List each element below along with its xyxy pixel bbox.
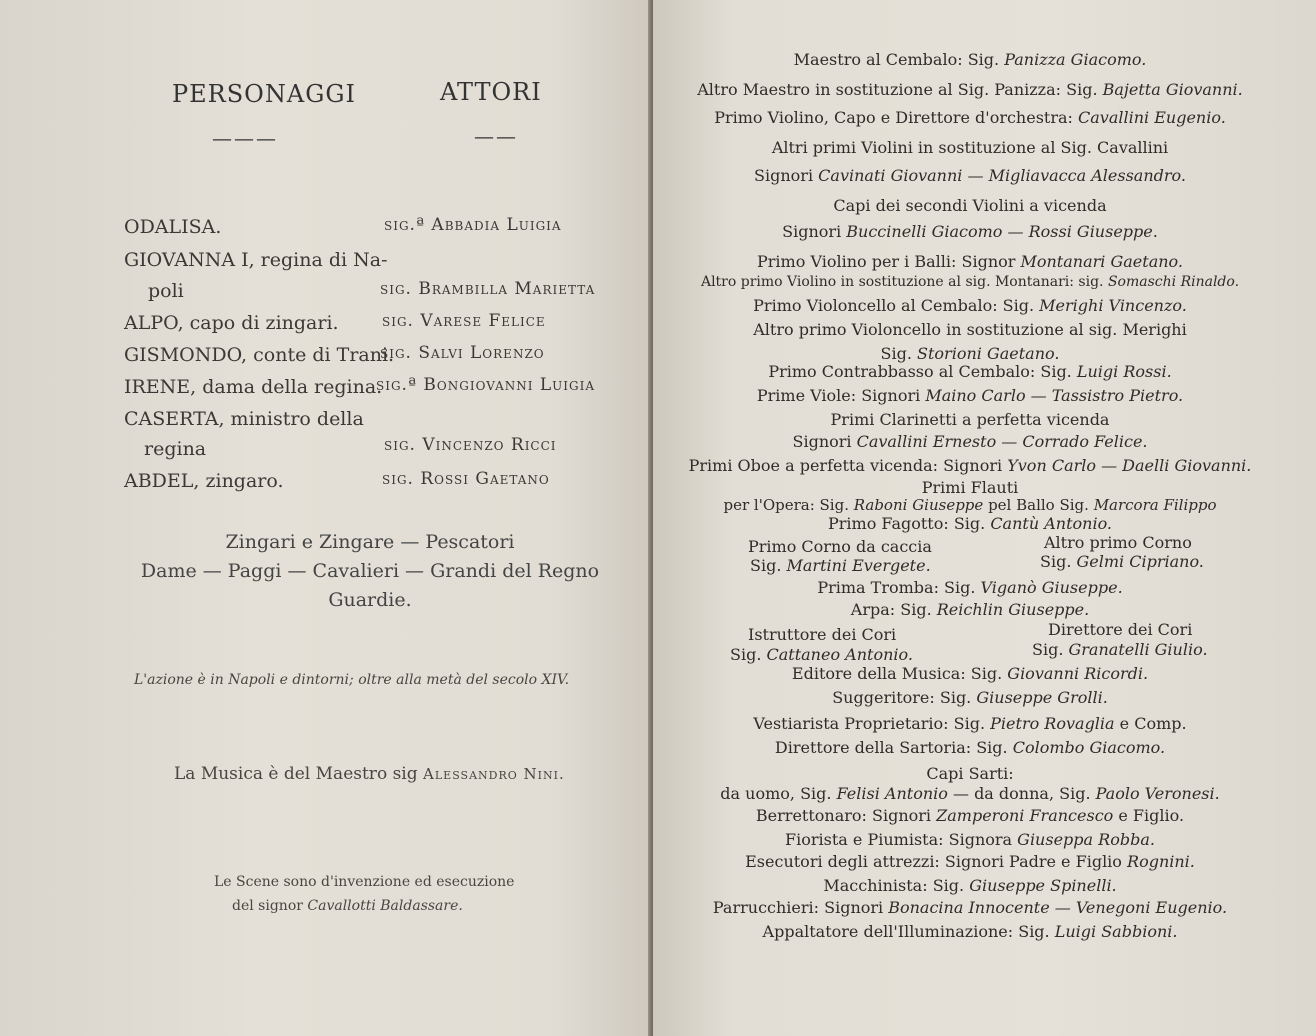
chorus-right-title: Direttore dei Cori <box>1048 620 1193 639</box>
horn-left-title: Primo Corno da caccia <box>748 537 932 556</box>
credit-line: Parrucchieri: Signori Bonacina Innocente — Venegoni Eugenio. <box>712 898 1228 917</box>
chorus-right-name: Sig. Granatelli Giulio. <box>1032 640 1208 659</box>
cast-actor: sig. Vincenzo Ricci <box>384 435 557 455</box>
horn-right-title: Altro primo Corno <box>1044 533 1192 552</box>
setting-note: L'azione è in Napoli e dintorni; oltre alla metà del secolo XIV. <box>134 672 570 688</box>
cast-role: IRENE, dama della regina. <box>124 376 383 398</box>
credit-line: Suggeritore: Sig. Giuseppe Grolli. <box>832 688 1108 707</box>
cast-actor: sig. Varese Felice <box>382 311 546 331</box>
cast-role: GISMONDO, conte di Trani. <box>124 344 395 366</box>
scenes-credit-line1: Le Scene sono d'invenzione ed esecuzione <box>214 874 515 890</box>
credit-line: Primo Violino, Capo e Direttore d'orchestra: Cavallini Eugenio. <box>714 108 1226 127</box>
header-dash-left: ——— <box>212 126 278 150</box>
credit-line: Fiorista e Piumista: Signora Giuseppa Robba. <box>785 830 1155 849</box>
credit-line: Direttore della Sartoria: Sig. Colombo Giacomo. <box>774 738 1166 757</box>
credit-line: Altro Maestro in sostituzione al Sig. Panizza: Sig. Bajetta Giovanni. <box>697 80 1243 99</box>
credit-line: Altro primo Violoncello in sostituzione al sig. Merighi <box>753 320 1187 339</box>
credit-line: per l'Opera: Sig. Raboni Giuseppe pel Ballo Sig. Marcora Filippo <box>723 496 1217 514</box>
credit-line: Signori Cavinati Giovanni — Migliavacca Alessandro. <box>754 166 1186 185</box>
cast-role: CASERTA, ministro della <box>124 408 364 430</box>
credit-line: Signori Buccinelli Giacomo — Rossi Giuseppe. <box>782 222 1158 241</box>
cast-role: ALPO, capo di zingari. <box>124 312 339 334</box>
cast-actor: sig.ª Bongiovanni Luigia <box>376 375 596 395</box>
horn-left-name: Sig. Martini Evergete. <box>750 556 931 575</box>
credit-line: Sig. Storioni Gaetano. <box>880 344 1060 363</box>
chorus-line: Zingari e Zingare — Pescatori <box>225 531 515 553</box>
credit-line: Macchinista: Sig. Giuseppe Spinelli. <box>823 876 1117 895</box>
chorus-line: Dame — Paggi — Cavalieri — Grandi del Regno <box>140 560 600 582</box>
credit-line: Primo Fagotto: Sig. Cantù Antonio. <box>828 514 1112 533</box>
credit-line: Vestiarista Proprietario: Sig. Pietro Rovaglia e Comp. <box>753 714 1187 733</box>
credit-line: Berrettonaro: Signori Zamperoni Francesco e Figlio. <box>755 806 1185 825</box>
cast-role: ABDEL, zingaro. <box>124 470 284 492</box>
credit-line: Prime Viole: Signori Maino Carlo — Tassistro Pietro. <box>756 386 1184 405</box>
cast-role-cont: regina <box>144 438 207 460</box>
credit-line: Capi dei secondi Violini a vicenda <box>833 196 1107 215</box>
scenes-credit-line2: del signor Cavallotti Baldassare. <box>232 898 463 914</box>
credit-line: Appaltatore dell'Illuminazione: Sig. Luigi Sabbioni. <box>762 922 1178 941</box>
credit-line: Capi Sarti: <box>926 764 1014 783</box>
cast-actor: sig. Salvi Lorenzo <box>380 343 545 363</box>
credit-line: Esecutori degli attrezzi: Signori Padre e Figlio Rognini. <box>745 852 1195 871</box>
header-personaggi: PERSONAGGI <box>172 80 357 108</box>
credit-line: Primo Contrabbasso al Cembalo: Sig. Luigi Rossi. <box>768 362 1172 381</box>
credit-line: Maestro al Cembalo: Sig. Panizza Giacomo. <box>793 50 1147 69</box>
header-attori: ATTORI <box>440 78 542 106</box>
cast-role-cont: poli <box>148 280 184 302</box>
credit-line: Arpa: Sig. Reichlin Giuseppe. <box>850 600 1090 619</box>
credit-line: Prima Tromba: Sig. Viganò Giuseppe. <box>817 578 1123 597</box>
credit-line: Altri primi Violini in sostituzione al Sig. Cavallini <box>771 138 1169 157</box>
credit-line: Primi Oboe a perfetta vicenda: Signori Yvon Carlo — Daelli Giovanni. <box>688 456 1252 475</box>
music-credit: La Musica è del Maestro sig Alessandro Nini. <box>174 764 565 784</box>
cast-actor: sig. Rossi Gaetano <box>382 469 550 489</box>
credit-line: Signori Cavallini Ernesto — Corrado Felice. <box>792 432 1148 451</box>
credit-line: Primi Flauti <box>921 478 1019 497</box>
chorus-line: Guardie. <box>328 589 412 611</box>
chorus-left-title: Istruttore dei Cori <box>748 625 897 644</box>
credit-line: Altro primo Violino in sostituzione al sig. Montanari: sig. Somaschi Rinaldo. <box>700 274 1240 290</box>
credit-line: Editore della Musica: Sig. Giovanni Ricordi. <box>791 664 1149 683</box>
cast-actor: sig.ª Abbadia Luigia <box>384 215 562 235</box>
cast-role: ODALISA. <box>124 216 222 238</box>
credit-line: Primo Violoncello al Cembalo: Sig. Merighi Vincenzo. <box>753 296 1187 315</box>
credit-line: da uomo, Sig. Felisi Antonio — da donna, Sig. Paolo Veronesi. <box>720 784 1220 803</box>
horn-right-name: Sig. Gelmi Cipriano. <box>1040 552 1204 571</box>
chorus-left-name: Sig. Cattaneo Antonio. <box>730 645 913 664</box>
credit-line: Primi Clarinetti a perfetta vicenda <box>830 410 1110 429</box>
cast-actor: sig. Brambilla Marietta <box>380 279 596 299</box>
chorus-block <box>110 528 630 615</box>
cast-role: GIOVANNA I, regina di Na- <box>124 249 388 271</box>
header-dash-right: —— <box>474 124 518 148</box>
credit-line: Primo Violino per i Balli: Signor Montanari Gaetano. <box>757 252 1183 271</box>
